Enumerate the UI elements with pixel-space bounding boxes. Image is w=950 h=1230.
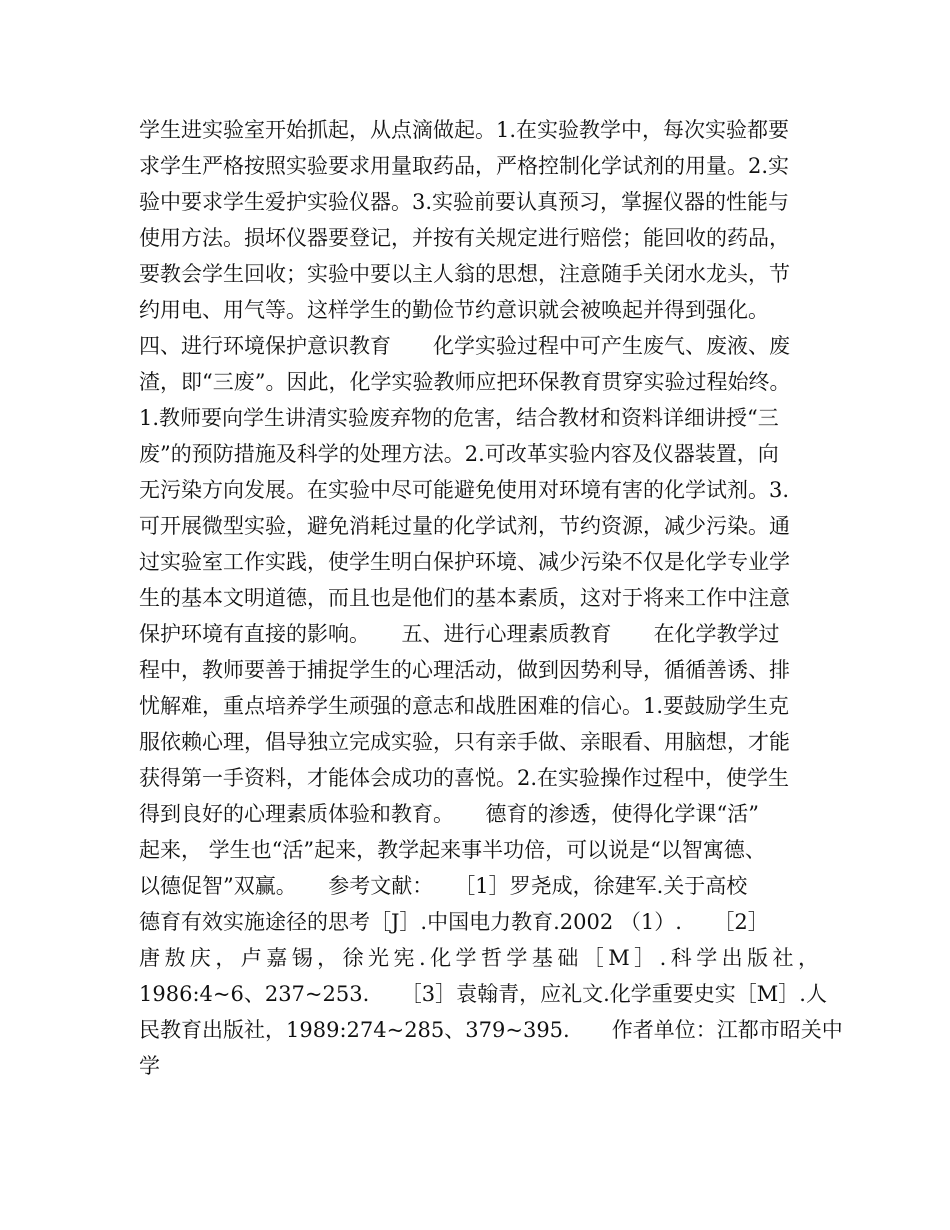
text-line-7: 四、进行环境保护意识教育 化学实验过程中可产生废气、废液、废 xyxy=(139,334,790,358)
text-line-16: 程中，教师要善于捕捉学生的心理活动，做到因势利导，循循善诱、排 xyxy=(139,658,790,682)
text-line-5: 要教会学生回收；实验中要以主人翁的思想，注意随手关闭水龙头，节 xyxy=(139,262,790,286)
text-line-18: 服依赖心理，倡导独立完成实验，只有亲手做、亲眼看、用脑想，才能 xyxy=(139,730,790,754)
text-line-10: 废”的预防措施及科学的处理方法。2.可改革实验内容及仪器装置，向 xyxy=(139,442,779,466)
text-line-4: 使用方法。损坏仪器要登记，并按有关规定进行赔偿；能回收的药品， xyxy=(139,226,790,250)
text-line-12: 可开展微型实验，避免消耗过量的化学试剂，节约资源，减少污染。通 xyxy=(139,514,790,538)
text-line-6: 约用电、用气等。这样学生的勤俭节约意识就会被唤起并得到强化。 xyxy=(139,298,769,322)
text-line-9: 1.教师要向学生讲清实验废弃物的危害，结合教材和资料详细讲授“三 xyxy=(139,406,779,430)
text-line-21: 起来， 学生也“活”起来，教学起来事半功倍，可以说是“以智寓德、 xyxy=(139,838,766,862)
text-line-27: 学 xyxy=(139,1054,160,1078)
text-line-8: 渣，即“三废”。因此，化学实验教师应把环保教育贯穿实验过程始终。 xyxy=(139,370,791,394)
text-line-26: 民教育出版社，1989:274~285、379~395. 作者单位：江都市昭关中 xyxy=(139,1018,843,1042)
body-text xyxy=(139,112,843,1084)
text-line-20: 得到良好的心理素质体验和教育。 德育的渗透，使得化学课“活” xyxy=(139,802,759,826)
text-line-2: 求学生严格按照实验要求用量取药品，严格控制化学试剂的用量。2.实 xyxy=(139,154,790,178)
text-line-25: 1986:4~6、237~253. ［3］袁翰青，应礼文.化学重要史实［M］.人 xyxy=(139,982,827,1006)
text-line-17: 忧解难，重点培养学生顽强的意志和战胜困难的信心。1.要鼓励学生克 xyxy=(139,694,790,718)
text-line-24: 唐敖庆，卢嘉锡，徐光宪.化学哲学基础［M］.科学出版社， xyxy=(139,946,819,970)
text-line-14: 生的基本文明道德，而且也是他们的基本素质，这对于将来工作中注意 xyxy=(139,586,790,610)
text-line-22: 以德促智”双赢。 参考文献： ［1］罗尧成，徐建军.关于高校 xyxy=(139,874,748,898)
text-line-3: 验中要求学生爱护实验仪器。3.实验前要认真预习，掌握仪器的性能与 xyxy=(139,190,790,214)
text-line-1: 学生进实验室开始抓起，从点滴做起。1.在实验教学中，每次实验都要 xyxy=(139,118,790,142)
text-line-15: 保护环境有直接的影响。 五、进行心理素质教育 在化学教学过 xyxy=(139,622,780,646)
text-line-13: 过实验室工作实践，使学生明白保护环境、减少污染不仅是化学专业学 xyxy=(139,550,790,574)
text-line-19: 获得第一手资料，才能体会成功的喜悦。2.在实验操作过程中，使学生 xyxy=(139,766,790,790)
text-line-23: 德育有效实施途径的思考［J］.中国电力教育.2002 （1）. ［2］ xyxy=(139,910,769,934)
text-line-11: 无污染方向发展。在实验中尽可能避免使用对环境有害的化学试剂。3. xyxy=(139,478,790,502)
